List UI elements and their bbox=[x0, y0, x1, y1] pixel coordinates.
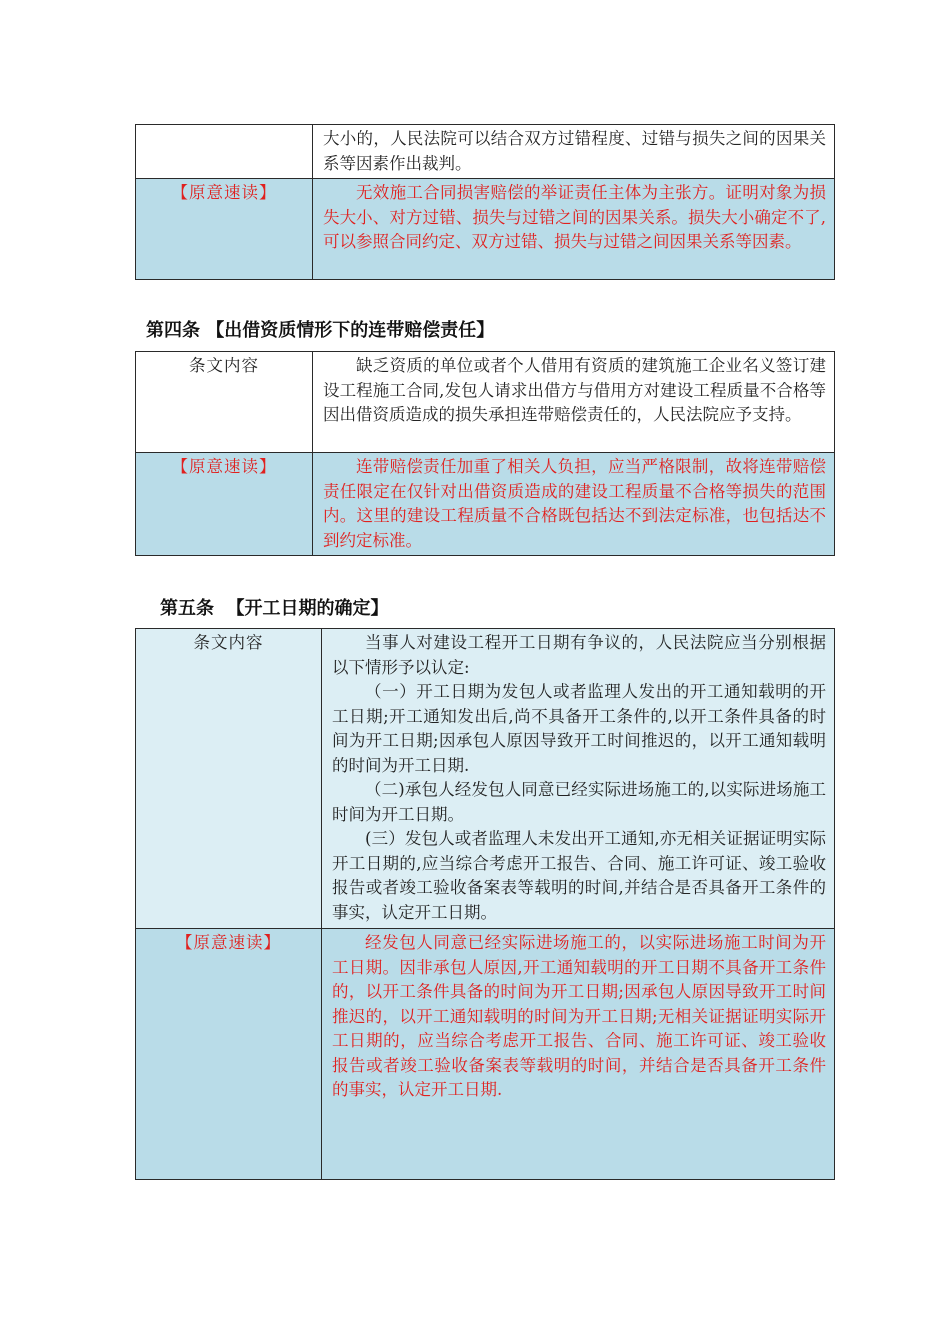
article5-table bbox=[135, 628, 835, 1180]
article5-reading-label: 【原意速读】 bbox=[136, 929, 322, 1180]
article3-empty-label-cell bbox=[136, 125, 313, 179]
article3-table bbox=[135, 124, 835, 280]
article3-reading-text: 无效施工合同损害赔偿的举证责任主体为主张方。证明对象为损失大小、对方过错、损失与过错之间的因果关系。损失大小确定不了,可以参照合同约定、双方过错、损失与过错之间因果关系等因素。 bbox=[323, 183, 826, 251]
article4-reading-text: 连带赔偿责任加重了相关人负担，应当严格限制，故将连带赔偿责任限定在仅针对出借资质造成的建设工程质量不合格等损失的范围内。这里的建设工程质量不合格既包括达不到法定标准，也包括达不到约定标准。 bbox=[323, 457, 826, 550]
article4-reading-label: 【原意速读】 bbox=[136, 453, 313, 556]
article3-reading-label: 【原意速读】 bbox=[136, 179, 313, 280]
article5-paragraph-2: （二)承包人经发包人同意已经实际进场施工的,以实际进场施工时间为开工日期。 bbox=[332, 780, 826, 824]
article5-reading-text: 经发包人同意已经实际进场施工的，以实际进场施工时间为开工日期。因非承包人原因,开工通知载明的开工日期不具备开工条件的，以开工条件具备的时间为开工日期;因承包人原因导致开工时间推迟的，以开工通知载明的时间为开工日期;无相关证据证明实际开工日期的，应当综合考虑开工报告、合同、施工许可证、竣工验收报告或者竣工验收备案表等载明的时间，并结合是否具备开工条件的事实，认定开工日期. bbox=[332, 933, 826, 1099]
article5-paragraph-1: （一）开工日期为发包人或者监理人发出的开工通知载明的开工日期;开工通知发出后,尚不具备开工条件的,以开工条件具备的时间为开工日期;因承包人原因导致开工时间推迟的，以开工通知载明的时间为开工日期. bbox=[332, 682, 826, 775]
article3-content-text: 大小的，人民法院可以结合双方过错程度、过错与损失之间的因果关系等因素作出裁判。 bbox=[313, 125, 835, 179]
article4-content-text: 缺乏资质的单位或者个人借用有资质的建筑施工企业名义签订建设工程施工合同,发包人请求出借方与借用方对建设工程质量不合格等因出借资质造成的损失承担连带赔偿责任的，人民法院应予支持。 bbox=[323, 356, 826, 424]
article5-paragraph-intro: 当事人对建设工程开工日期有争议的，人民法院应当分别根据以下情形予以认定: bbox=[332, 633, 826, 677]
article5-paragraph-3: (三）发包人或者监理人未发出开工通知,亦无相关证据证明实际开工日期的,应当综合考虑开工报告、合同、施工许可证、竣工验收报告或者竣工验收备案表等载明的时间,并结合是否具备开工条件的事实，认定开工日期。 bbox=[332, 829, 826, 922]
article5-content-cell bbox=[322, 629, 835, 929]
article5-heading: 第五条 【开工日期的确定】 bbox=[160, 598, 389, 619]
article4-content-label: 条文内容 bbox=[136, 352, 313, 453]
article5-content-label: 条文内容 bbox=[136, 629, 322, 929]
article4-heading: 第四条 【出借资质情形下的连带赔偿责任】 bbox=[146, 320, 495, 341]
article4-table bbox=[135, 351, 835, 556]
